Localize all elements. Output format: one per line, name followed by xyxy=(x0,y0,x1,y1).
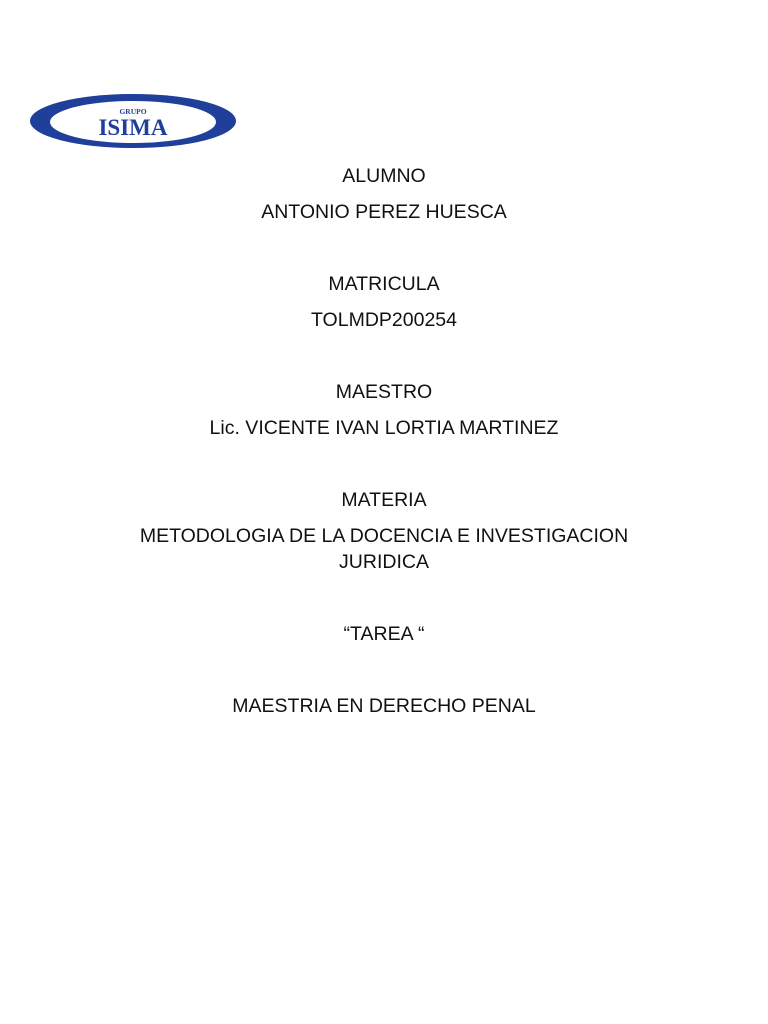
logo-main-text: ISIMA xyxy=(98,115,168,140)
materia-label: MATERIA xyxy=(341,489,427,511)
maestro-name: Lic. VICENTE IVAN LORTIA MARTINEZ xyxy=(209,417,559,439)
matricula-value: TOLMDP200254 xyxy=(311,309,457,331)
assignment-title: “TAREA “ xyxy=(343,623,425,645)
maestro-label: MAESTRO xyxy=(335,381,433,403)
materia-name-line1: METODOLOGIA DE LA DOCENCIA E INVESTIGACION xyxy=(139,525,629,547)
materia-name-line2: JURIDICA xyxy=(339,551,429,573)
program-name: MAESTRIA EN DERECHO PENAL xyxy=(232,695,536,717)
logo-small-text: GRUPO xyxy=(119,107,147,116)
alumno-label: ALUMNO xyxy=(342,165,426,187)
isima-logo xyxy=(28,91,238,151)
matricula-label: MATRICULA xyxy=(328,273,440,295)
alumno-name: ANTONIO PEREZ HUESCA xyxy=(261,201,507,223)
